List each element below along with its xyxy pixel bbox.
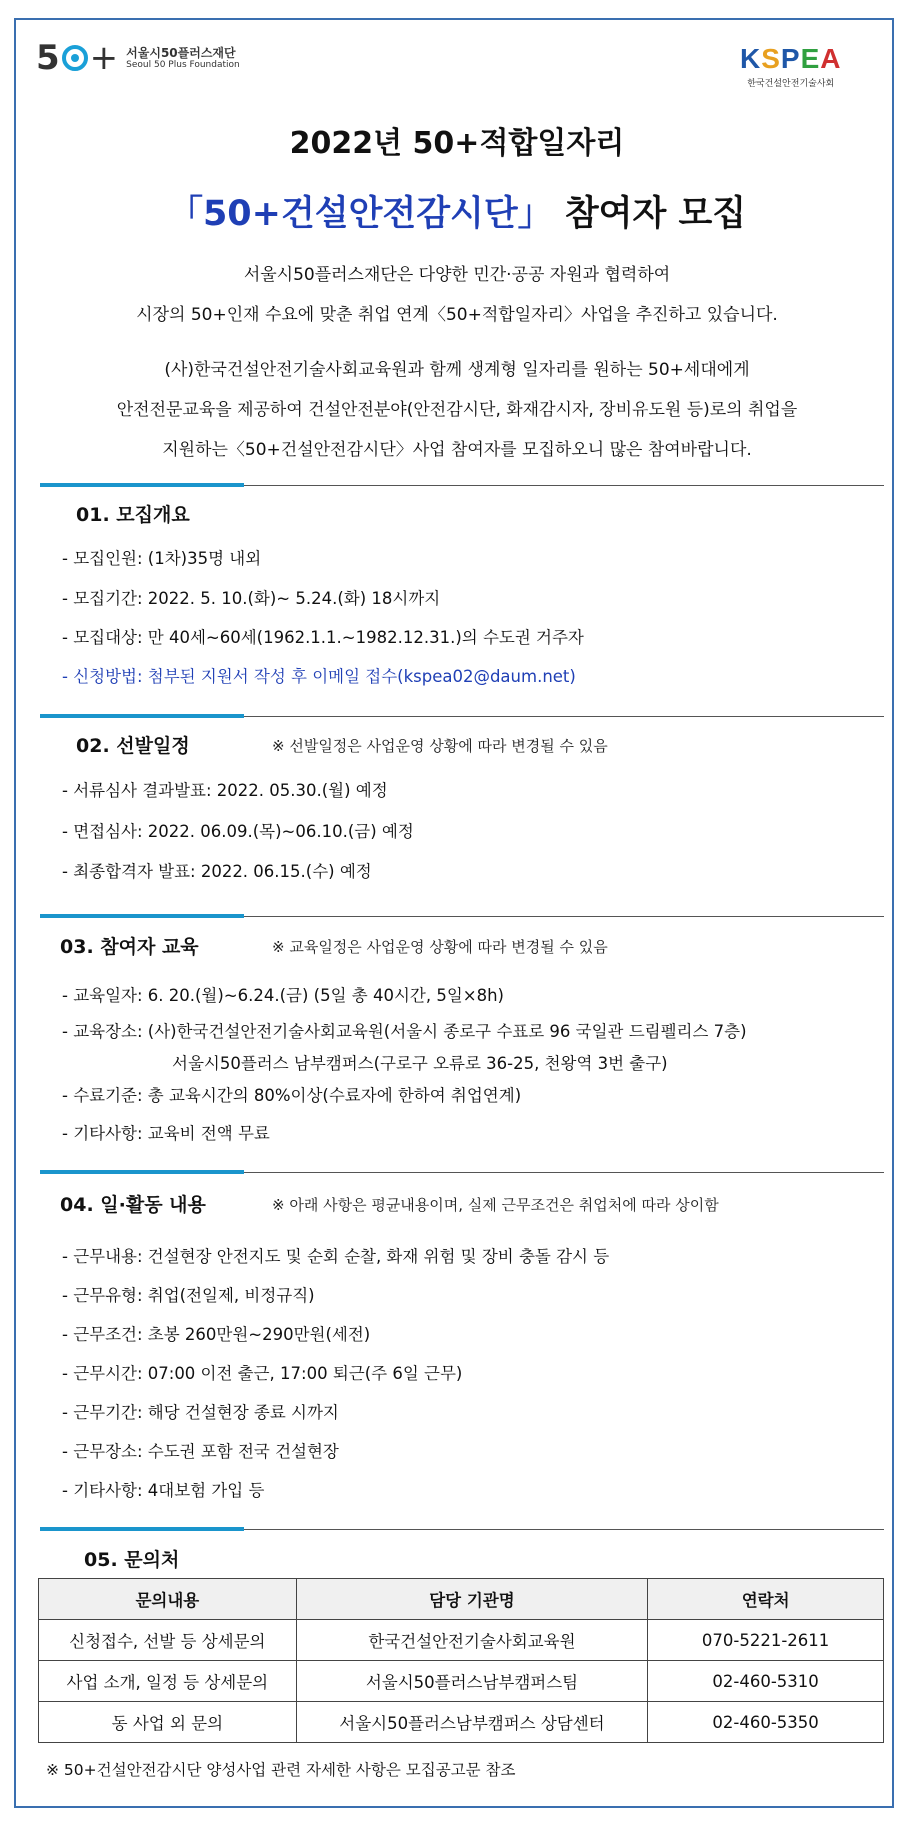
page-frame — [14, 18, 894, 1808]
apply-prefix: - 신청방법: 첨부된 지원서 작성 후 — [62, 667, 313, 686]
list-item: - 근무조건: 초봉 260만원~290만원(세전) — [62, 1325, 371, 1344]
section-accent-bar — [40, 483, 244, 487]
intro-p2-line2: 안전전문교육을 제공하여 건설안전분야(안전감시단, 화재감시자, 장비유도원 등)로의 취업을 — [116, 400, 798, 420]
table-cell: 서울시50플러스남부캠퍼스 상담센터 — [296, 1702, 648, 1743]
table-cell: 070-5221-2611 — [648, 1620, 884, 1661]
list-item: - 기타사항: 4대보험 가입 등 — [62, 1481, 265, 1500]
kspea-wordmark — [740, 44, 842, 74]
logo-text — [126, 46, 240, 71]
section-title-education: 03. 참여자 교육 — [60, 936, 199, 958]
table-row — [39, 1661, 884, 1702]
table-cell: 사업 소개, 일정 등 상세문의 — [39, 1661, 297, 1702]
list-item: - 교육장소: (사)한국건설안전기술사회교육원(서울시 종로구 수표로 96 국일관 드림펠리스 7층) — [62, 1022, 747, 1041]
kspea-letter: S — [761, 43, 781, 74]
logo-text-ko: 서울시50플러스재단 — [126, 45, 236, 60]
table-row — [39, 1620, 884, 1661]
section-accent-bar — [40, 1527, 244, 1531]
list-item: - 모집기간: 2022. 5. 10.(화)~ 5.24.(화) 18시까지 — [62, 589, 441, 608]
section-accent-bar — [40, 914, 244, 918]
list-item: - 근무내용: 건설현장 안전지도 및 순회 순찰, 화재 위험 및 장비 충돌 감시 등 — [62, 1247, 610, 1266]
fifty-plus-logo-mark — [36, 38, 118, 78]
logo-digit: 5 — [36, 38, 60, 78]
table-cell: 02-460-5350 — [648, 1702, 884, 1743]
list-item: - 수료기준: 총 교육시간의 80%이상(수료자에 한하여 취업연계) — [62, 1086, 522, 1105]
kspea-subtitle: 한국건설안전기술사회 — [747, 79, 835, 89]
intro-p1-line2: 시장의 50+인재 수요에 맞춘 취업 연계〈50+적합일자리〉사업을 추진하고 있습니다. — [136, 305, 778, 325]
section-note: ※ 교육일정은 사업운영 상황에 따라 변경될 수 있음 — [272, 938, 608, 956]
kspea-letter: E — [800, 43, 821, 74]
table-cell: 서울시50플러스남부캠퍼스팀 — [296, 1661, 648, 1702]
section-title-work: 04. 일·활동 내용 — [60, 1194, 206, 1216]
section-accent-bar — [40, 714, 244, 718]
table-cell: 한국건설안전기술사회교육원 — [296, 1620, 648, 1661]
section-note: ※ 아래 사항은 평균내용이며, 실제 근무조건은 취업처에 따라 상이함 — [272, 1196, 719, 1214]
table-cell: 02-460-5310 — [648, 1661, 884, 1702]
contact-table — [38, 1578, 884, 1743]
list-item: - 근무시간: 07:00 이전 출근, 17:00 퇴근(주 6일 근무) — [62, 1364, 463, 1383]
title-highlight: 「50+건설안전감시단」 — [167, 194, 553, 234]
list-item: - 교육일자: 6. 20.(월)~6.24.(금) (5일 총 40시간, 5일×8h) — [62, 986, 504, 1005]
table-cell: 동 사업 외 문의 — [39, 1702, 297, 1743]
page-title-line1: 2022년 50+적합일자리 — [289, 126, 625, 161]
table-row — [39, 1702, 884, 1743]
footnote: ※ 50+건설안전감시단 양성사업 관련 자세한 사항은 모집공고문 참조 — [46, 1761, 516, 1779]
page-title-line2 — [0, 186, 914, 236]
kspea-letter: A — [820, 43, 842, 74]
title-rest: 참여자 모집 — [552, 194, 747, 234]
intro-p2-line1: (사)한국건설안전기술사회교육원과 함께 생계형 일자리를 원하는 50+세대에게 — [164, 360, 750, 380]
logo-plus: + — [89, 38, 119, 78]
table-header: 연락처 — [648, 1579, 884, 1620]
list-item: - 근무기간: 해당 건설현장 종료 시까지 — [62, 1403, 339, 1422]
section-title-contact: 05. 문의처 — [84, 1549, 180, 1571]
list-item: - 근무장소: 수도권 포함 전국 건설현장 — [62, 1442, 339, 1461]
intro-p1-line1: 서울시50플러스재단은 다양한 민간·공공 자원과 협력하여 — [243, 265, 671, 285]
list-item: - 기타사항: 교육비 전액 무료 — [62, 1124, 270, 1143]
kspea-logo — [740, 44, 842, 89]
kspea-letter: K — [740, 43, 762, 74]
section-accent-bar — [40, 1170, 244, 1174]
section-note: ※ 선발일정은 사업운영 상황에 따라 변경될 수 있음 — [272, 737, 608, 755]
section-title-overview: 01. 모집개요 — [76, 504, 190, 526]
table-cell: 신청접수, 선발 등 상세문의 — [39, 1620, 297, 1661]
table-header: 담당 기관명 — [296, 1579, 648, 1620]
section-title-selection: 02. 선발일정 — [76, 735, 190, 757]
table-header-row — [39, 1579, 884, 1620]
kspea-letter: P — [780, 43, 801, 74]
seoul50plus-logo — [36, 38, 240, 78]
apply-email: 이메일 접수(kspea02@daum.net) — [312, 667, 576, 686]
list-item: - 모집대상: 만 40세~60세(1962.1.1.~1982.12.31.)의 수도권 거주자 — [62, 628, 584, 647]
list-item: - 근무유형: 취업(전일제, 비정규직) — [62, 1286, 315, 1305]
table-header: 문의내용 — [39, 1579, 297, 1620]
intro-p2-line3: 지원하는〈50+건설안전감시단〉사업 참여자를 모집하오니 많은 참여바랍니다. — [162, 440, 752, 460]
logo-text-en: Seoul 50 Plus Foundation — [126, 59, 240, 70]
list-item-continued: 서울시50플러스 남부캠퍼스(구로구 오류로 36-25, 천왕역 3번 출구) — [172, 1054, 668, 1073]
list-item: - 모집인원: (1차)35명 내외 — [62, 549, 262, 568]
list-item-apply — [62, 663, 576, 687]
list-item: - 서류심사 결과발표: 2022. 05.30.(월) 예정 — [62, 781, 388, 800]
ring-icon — [62, 45, 88, 71]
list-item: - 최종합격자 발표: 2022. 06.15.(수) 예정 — [62, 862, 372, 881]
list-item: - 면접심사: 2022. 06.09.(목)~06.10.(금) 예정 — [62, 822, 414, 841]
